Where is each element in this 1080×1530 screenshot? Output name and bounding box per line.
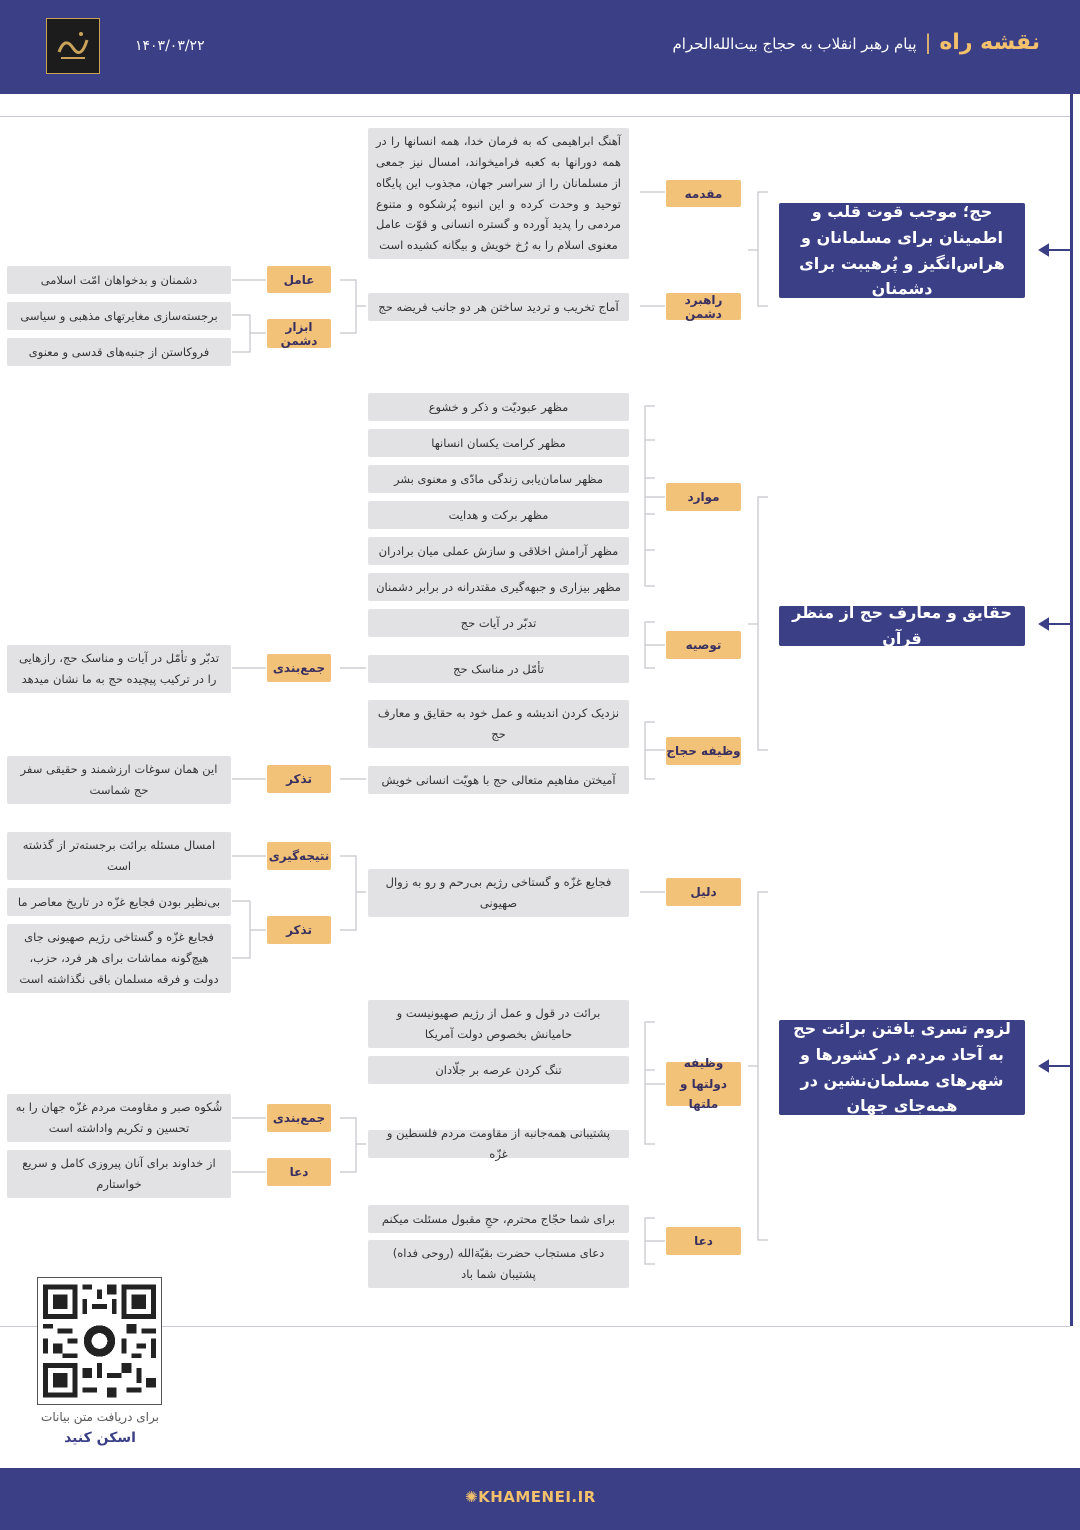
qr-caption: برای دریافت متن بیانات: [41, 1410, 159, 1424]
text-towsie-1: تدبّر در آیات حج: [368, 609, 629, 637]
footer-brand-text: KHAMENEI.IR: [478, 1488, 596, 1506]
qr-scan-label: اسکن کنید: [64, 1430, 136, 1446]
label-towsie: توصیه: [666, 631, 741, 659]
text-doa-1: از خداوند برای آنان پیروزی کامل و سریع خواستارم: [7, 1150, 231, 1198]
main-box-quran-view: حقایق و معارف حج از منظر قرآن: [779, 606, 1025, 646]
qr-code[interactable]: [37, 1277, 162, 1405]
text-tazakor-2b: فجایع غزّه و گستاخی رژیم صهیونی جای هیچ‌گونه مماشات برای هر فرد، حزب، دولت و فرقه مسلمان باقی نگذاشته است: [7, 924, 231, 993]
label-amel: عامل: [267, 266, 331, 293]
page-title-main: نقشه راه: [939, 30, 1040, 55]
date: ۱۴۰۳/۰۳/۲۲: [135, 38, 205, 54]
text-vd-2: تنگ کردن عرصه بر جلّادان: [368, 1056, 629, 1084]
sun-logo-icon: ✺: [465, 1488, 479, 1506]
text-mavared-2: مظهر کرامت یکسان انسانها: [368, 429, 629, 457]
main-box-baraat: لزوم تسری یافتن برائت حج به آحاد مردم در کشورها و شهرهای مسلمان‌نشین در همه‌جای جهان: [779, 1020, 1025, 1115]
label-enemy-strategy: راهبرد دشمن: [666, 293, 741, 320]
main-box-hajj-strength: حج؛ موجب قوت قلب و اطمینان برای مسلمانان و هراس‌انگیز و پُرهیبت برای دشمنان: [779, 203, 1025, 298]
label-natije: نتیجه‌گیری: [267, 842, 331, 870]
text-doa-2b: دعای مستجاب حضرت بقیّةالله (روحی فداه) پشتیبان شما باد: [368, 1240, 629, 1288]
qr-code-icon: [38, 1278, 161, 1404]
label-mavared: موارد: [666, 483, 741, 511]
text-vazife-1: نزدیک کردن اندیشه و عمل خود به حقایق و معارف حج: [368, 700, 629, 748]
label-jamband-2: جمع‌بندی: [267, 1104, 331, 1132]
text-vazife-2: آمیختن مفاهیم متعالی حج با هویّت انسانی خویش: [368, 766, 629, 794]
label-doa-1: دعا: [267, 1158, 331, 1186]
label-vazife-hojjaj: وظیفه حجاج: [666, 737, 741, 765]
text-mavared-4: مظهر برکت و هدایت: [368, 501, 629, 529]
text-jamband-2: شُکوه صبر و مقاومت مردم غزّه جهان را به تحسین و تکریم واداشته است: [7, 1094, 231, 1142]
text-towsie-2: تأمّل در مناسک حج: [368, 655, 629, 683]
text-intro: آهنگ ابراهیمی که به فرمان خدا، همه انسانها را در همه دورانها به کعبه فرامیخواند، امسال نیز جمعی از مسلمانان را از سراسر جهان، مجذوب این پایگاه توحید و وحدت کرده و این انبوه پُرشکوه و متنوع مردمی را پدید آورده و گستره انسانی و قوّت عامل معنوی اسلام را به رُخ خویش و بیگانه کشیده است: [368, 128, 629, 259]
text-enemy-strategy: آماج تخریب و تردید ساختن هر دو جانب فریضه حج: [368, 293, 629, 321]
label-doa-2: دعا: [666, 1227, 741, 1255]
text-mavared-5: مظهر آرامش اخلاقی و سازش عملی میان برادران: [368, 537, 629, 565]
text-mavared-6: مظهر بیزاری و جبهه‌گیری مقتدرانه در برابر دشمنان: [368, 573, 629, 601]
text-jamband-1: تدبّر و تأمّل در آیات و مناسک حج، رازهایی را در ترکیب پیچیده حج به ما نشان میدهد: [7, 645, 231, 693]
label-tazakor-1: تذکر: [267, 765, 331, 793]
page-subtitle: پیام رهبر انقلاب به حجاج بیت‌الله‌الحرام: [672, 35, 917, 53]
text-vd-1: برائت در قول و عمل از رژیم صهیونیست و حامیانش بخصوص دولت آمریکا: [368, 1000, 629, 1048]
text-abzar-1: برجسته‌سازی مغایرتهای مذهبی و سیاسی: [7, 302, 231, 330]
title-separator: |: [924, 30, 932, 54]
label-jamband-1: جمع‌بندی: [267, 654, 331, 682]
text-abzar-2: فروکاستن از جنبه‌های قدسی و معنوی: [7, 338, 231, 366]
label-moqadame: مقدمه: [666, 180, 741, 207]
label-tazakor-2: تذکر: [267, 916, 331, 944]
label-vazife-dowlatha: وظیفه دولتها و ملتها: [666, 1062, 741, 1106]
text-dalil: فجایع غزّه و گستاخی رژیم بی‌رحم و رو به زوال صهیونی: [368, 869, 629, 917]
text-vd-3: پشتیبانی همه‌جانبه از مقاومت مردم فلسطین و غزّه: [368, 1130, 629, 1158]
text-tazakor-2a: بی‌نظیر بودن فجایع غزّه در تاریخ معاصر ما: [7, 888, 231, 916]
footer-brand[interactable]: [465, 1488, 596, 1506]
text-amel: دشمنان و بدخواهان امّت اسلامی: [7, 266, 231, 294]
text-mavared-1: مظهر عبودیّت و ذکر و خشوع: [368, 393, 629, 421]
text-natije: امسال مسئله برائت برجسته‌تر از گذشته است: [7, 832, 231, 880]
text-tazakor-1: این همان سوغات ارزشمند و حقیقی سفر حج شماست: [7, 756, 231, 804]
text-mavared-3: مظهر سامان‌یابی زندگی مادّی و معنوی بشر: [368, 465, 629, 493]
label-dalil: دلیل: [666, 878, 741, 906]
text-doa-2a: برای شما حجّاج محترم، حجِ مقبول مسئلت میکنم: [368, 1205, 629, 1233]
label-abzar: ابزار دشمن: [267, 319, 331, 348]
